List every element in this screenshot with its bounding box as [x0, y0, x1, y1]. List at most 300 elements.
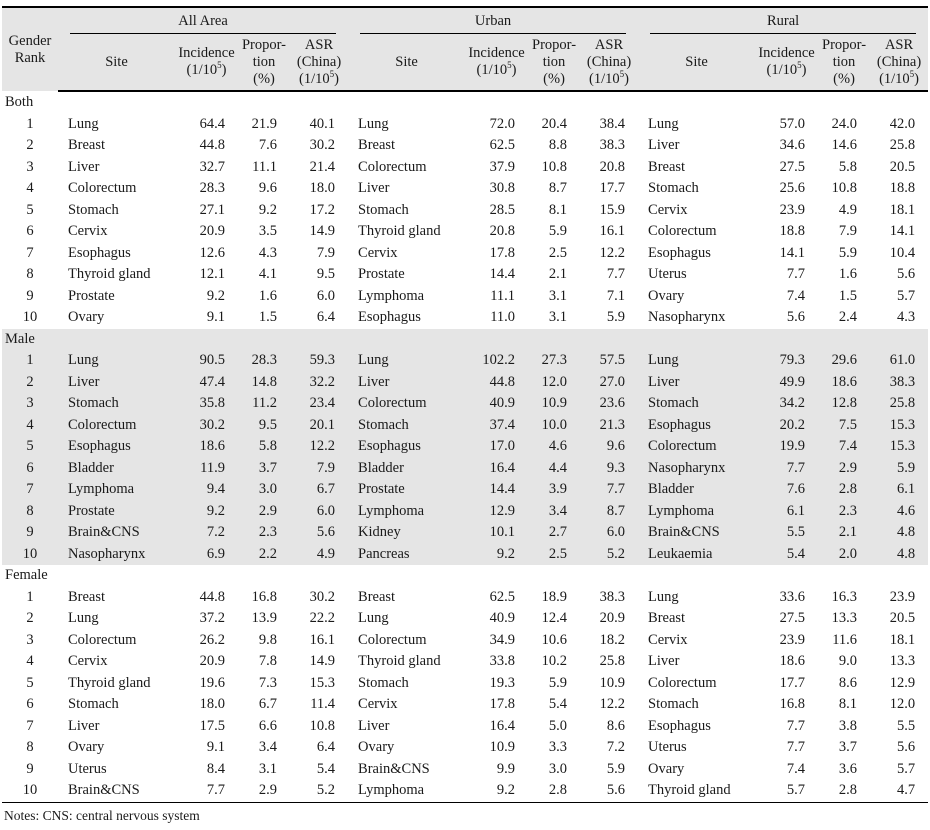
incidence-cell: 14.1 — [779, 244, 806, 261]
proportion-cell: 16.8 — [251, 588, 277, 605]
asr-cell: 5.4 — [316, 760, 336, 777]
proportion-cell: 2.7 — [528, 522, 580, 544]
asr-cell: 14.9 — [309, 653, 336, 670]
rank-cell: 10 — [22, 782, 38, 799]
proportion-cell: 5.4 — [548, 696, 568, 713]
asr-cell: 30.2 — [309, 137, 336, 154]
proportion-cell: 8.7 — [548, 180, 568, 197]
site-cell: Stomach — [648, 180, 699, 197]
asr-cell: 5.2 — [580, 544, 638, 566]
asr-cell: 15.3 — [870, 415, 928, 437]
asr-cell: 18.2 — [599, 631, 626, 648]
asr-cell: 5.9 — [606, 309, 626, 326]
group-label: All Area — [70, 13, 336, 34]
col-header-site: Site — [58, 34, 175, 91]
incidence-cell: 20.8 — [489, 223, 516, 240]
site-cell: Prostate — [68, 287, 115, 304]
proportion-cell: 4.6 — [528, 436, 580, 458]
asr-cell: 7.7 — [580, 479, 638, 501]
table-row — [2, 587, 928, 609]
table-header — [2, 7, 928, 91]
incidence-cell: 23.9 — [779, 631, 806, 648]
col-header-proportion: Propor- tion (%) — [528, 34, 580, 91]
site-cell: Stomach — [348, 415, 465, 437]
asr-cell: 6.0 — [316, 287, 336, 304]
incidence-cell: 11.1 — [490, 287, 516, 304]
incidence-cell: 11.0 — [490, 309, 516, 326]
table-row — [2, 243, 928, 265]
asr-cell: 27.0 — [580, 372, 638, 394]
site-cell: Ovary — [648, 760, 685, 777]
asr-cell: 5.9 — [606, 760, 626, 777]
site-cell: Colorectum — [348, 393, 465, 415]
asr-cell: 22.2 — [309, 610, 336, 627]
asr-cell: 5.7 — [896, 287, 916, 304]
incidence-cell: 5.5 — [755, 522, 818, 544]
proportion-cell: 27.3 — [528, 350, 580, 372]
site-cell: Lung — [348, 350, 465, 372]
asr-cell: 42.0 — [889, 115, 916, 132]
incidence-cell: 7.2 — [175, 522, 238, 544]
site-cell: Ovary — [358, 739, 395, 756]
site-cell: Uterus — [648, 739, 687, 756]
proportion-cell: 5.9 — [548, 674, 568, 691]
site-cell: Brain&CNS — [58, 522, 175, 544]
incidence-cell: 10.1 — [465, 522, 528, 544]
proportion-cell: 2.0 — [818, 544, 870, 566]
site-cell: Uterus — [648, 266, 687, 283]
incidence-cell: 102.2 — [465, 350, 528, 372]
incidence-cell: 26.2 — [199, 631, 225, 648]
proportion-cell: 8.6 — [838, 674, 858, 691]
proportion-cell: 3.4 — [258, 739, 277, 756]
asr-cell: 12.2 — [599, 244, 626, 261]
group-label: Rural — [650, 13, 916, 34]
site-cell: Lung — [58, 350, 175, 372]
incidence-cell: 9.1 — [206, 739, 225, 756]
incidence-cell: 9.2 — [206, 287, 225, 304]
incidence-cell: 18.6 — [779, 653, 806, 670]
incidence-cell: 7.6 — [755, 479, 818, 501]
proportion-cell: 8.1 — [838, 696, 858, 713]
asr-cell: 21.3 — [580, 415, 638, 437]
proportion-cell: 7.4 — [818, 436, 870, 458]
site-cell: Colorectum — [58, 415, 175, 437]
asr-cell: 15.9 — [599, 201, 626, 218]
proportion-cell: 12.4 — [541, 610, 568, 627]
site-cell: Cervix — [68, 653, 108, 670]
incidence-cell: 20.9 — [199, 223, 225, 240]
site-cell: Liver — [68, 158, 100, 175]
asr-cell: 25.8 — [870, 393, 928, 415]
rank-cell: 7 — [26, 717, 34, 734]
asr-cell: 4.3 — [896, 309, 916, 326]
incidence-cell: 17.0 — [465, 436, 528, 458]
asr-cell: 23.6 — [580, 393, 638, 415]
site-cell: Colorectum — [68, 180, 137, 197]
proportion-cell: 10.8 — [541, 158, 568, 175]
site-cell: Breast — [648, 610, 686, 627]
proportion-cell: 7.3 — [258, 674, 277, 691]
table-row — [2, 501, 928, 523]
site-cell: Liver — [58, 372, 175, 394]
proportion-cell: 1.6 — [838, 266, 858, 283]
asr-cell: 6.0 — [290, 501, 348, 523]
asr-cell: 40.1 — [309, 115, 336, 132]
incidence-cell: 7.7 — [786, 266, 806, 283]
site-cell: Stomach — [358, 674, 409, 691]
incidence-cell: 28.5 — [489, 201, 516, 218]
asr-cell: 18.1 — [889, 631, 916, 648]
incidence-cell: 5.6 — [786, 309, 806, 326]
site-cell: Esophagus — [358, 309, 421, 326]
incidence-cell: 7.7 — [786, 739, 806, 756]
rank-cell: 9 — [26, 287, 34, 304]
asr-cell: 57.5 — [580, 350, 638, 372]
table-row — [2, 264, 928, 286]
incidence-cell: 37.9 — [489, 158, 516, 175]
site-cell: Thyroid gland — [648, 782, 731, 799]
asr-cell: 10.8 — [309, 717, 336, 734]
incidence-cell: 9.2 — [496, 782, 516, 799]
site-cell: Colorectum — [358, 158, 427, 175]
gender-rank-header: Gender Rank — [2, 7, 58, 91]
proportion-cell: 14.6 — [831, 137, 858, 154]
incidence-cell: 7.7 — [755, 458, 818, 480]
site-cell: Cervix — [648, 631, 688, 648]
asr-cell: 14.9 — [309, 223, 336, 240]
table-row — [2, 716, 928, 738]
asr-cell: 38.3 — [599, 137, 626, 154]
proportion-cell: 1.6 — [258, 287, 277, 304]
incidence-cell: 5.7 — [786, 782, 806, 799]
proportion-cell: 9.0 — [838, 653, 858, 670]
table-row — [2, 608, 928, 630]
site-cell: Esophagus — [648, 717, 711, 734]
table-body — [2, 91, 928, 802]
site-cell: Stomach — [68, 696, 119, 713]
asr-cell: 6.4 — [316, 739, 336, 756]
site-cell: Nasopharynx — [638, 458, 755, 480]
table-row — [2, 522, 928, 544]
table-row — [2, 458, 928, 480]
incidence-cell: 19.6 — [199, 674, 225, 691]
col-header-site: Site — [348, 34, 465, 91]
site-cell: Liver — [648, 137, 680, 154]
incidence-cell: 47.4 — [175, 372, 238, 394]
table-row — [2, 630, 928, 652]
asr-cell: 16.1 — [599, 223, 626, 240]
asr-cell: 25.8 — [599, 653, 626, 670]
table-row — [2, 780, 928, 802]
proportion-cell: 11.6 — [832, 631, 858, 648]
proportion-cell: 18.6 — [818, 372, 870, 394]
proportion-cell: 2.5 — [548, 244, 568, 261]
proportion-cell: 21.9 — [251, 115, 277, 132]
asr-cell: 10.4 — [889, 244, 916, 261]
proportion-cell: 5.9 — [838, 244, 858, 261]
incidence-cell: 17.8 — [489, 696, 516, 713]
incidence-cell: 27.5 — [779, 610, 806, 627]
asr-cell: 14.1 — [889, 223, 916, 240]
asr-cell: 7.7 — [606, 266, 626, 283]
proportion-cell: 11.1 — [252, 158, 277, 175]
incidence-cell: 10.9 — [489, 739, 516, 756]
table-row — [2, 307, 928, 329]
proportion-cell: 24.0 — [831, 115, 858, 132]
group-header-urban — [348, 7, 638, 34]
proportion-cell: 9.6 — [258, 180, 277, 197]
col-header-asr: ASR (China) $(1/10^5)$ — [290, 34, 348, 91]
site-cell: Cervix — [68, 223, 108, 240]
rank-cell: 9 — [26, 760, 34, 777]
incidence-cell: 37.4 — [465, 415, 528, 437]
group-label: Urban — [360, 13, 626, 34]
site-cell: Bladder — [348, 458, 465, 480]
incidence-cell: 7.7 — [206, 782, 225, 799]
rank-cell: 5 — [26, 674, 34, 691]
asr-cell: 25.8 — [889, 137, 916, 154]
asr-cell: 32.2 — [290, 372, 348, 394]
site-cell: Colorectum — [358, 631, 427, 648]
incidence-cell: 28.3 — [199, 180, 225, 197]
col-header-incidence: Incidence $(1/10^5)$ — [755, 34, 818, 91]
incidence-cell: 16.8 — [779, 696, 806, 713]
site-cell: Esophagus — [68, 244, 131, 261]
asr-cell: 21.4 — [309, 158, 336, 175]
incidence-cell: 27.5 — [779, 158, 806, 175]
asr-cell: 13.3 — [889, 653, 916, 670]
site-cell: Lung — [648, 115, 679, 132]
site-cell: Stomach — [58, 393, 175, 415]
incidence-cell: 17.8 — [489, 244, 516, 261]
table-row — [2, 673, 928, 695]
proportion-cell: 2.8 — [838, 782, 858, 799]
asr-cell: 6.0 — [580, 522, 638, 544]
asr-cell: 20.1 — [290, 415, 348, 437]
asr-cell: 16.1 — [309, 631, 336, 648]
proportion-cell: 8.1 — [548, 201, 568, 218]
incidence-cell: 7.4 — [786, 287, 806, 304]
table-row — [2, 651, 928, 673]
col-header-site: Site — [638, 34, 755, 91]
incidence-cell: 18.8 — [779, 223, 806, 240]
asr-cell: 11.4 — [310, 696, 336, 713]
asr-cell: 12.2 — [599, 696, 626, 713]
proportion-cell: 7.5 — [818, 415, 870, 437]
table-row — [2, 157, 928, 179]
proportion-cell: 3.0 — [238, 479, 290, 501]
asr-cell: 8.6 — [606, 717, 626, 734]
rank-cell: 7 — [2, 479, 58, 501]
proportion-cell: 7.6 — [258, 137, 277, 154]
rank-cell: 10 — [2, 544, 58, 566]
site-cell: Breast — [68, 137, 106, 154]
asr-cell: 5.5 — [896, 717, 916, 734]
proportion-cell: 2.9 — [258, 782, 277, 799]
proportion-cell: 16.3 — [831, 588, 858, 605]
rank-cell: 10 — [22, 309, 38, 326]
proportion-cell: 29.6 — [818, 350, 870, 372]
incidence-cell: 30.2 — [175, 415, 238, 437]
asr-cell: 20.5 — [889, 158, 916, 175]
incidence-cell: 11.9 — [175, 458, 238, 480]
asr-cell: 5.6 — [896, 739, 916, 756]
table-row — [2, 221, 928, 243]
incidence-cell: 33.8 — [489, 653, 516, 670]
proportion-cell: 10.6 — [541, 631, 568, 648]
incidence-cell: 6.9 — [175, 544, 238, 566]
asr-cell: 38.3 — [870, 372, 928, 394]
incidence-cell: 79.3 — [755, 350, 818, 372]
incidence-cell: 49.9 — [755, 372, 818, 394]
incidence-cell: 34.9 — [489, 631, 516, 648]
asr-cell: 12.9 — [889, 674, 916, 691]
incidence-cell: 14.4 — [489, 266, 516, 283]
table-row — [2, 135, 928, 157]
proportion-cell: 28.3 — [238, 350, 290, 372]
proportion-cell: 9.2 — [258, 201, 277, 218]
table-row — [2, 178, 928, 200]
asr-cell: 6.7 — [290, 479, 348, 501]
site-cell: Lung — [638, 350, 755, 372]
incidence-cell: 33.6 — [779, 588, 806, 605]
site-cell: Lymphoma — [638, 501, 755, 523]
site-cell: Lung — [68, 610, 99, 627]
incidence-cell: 40.9 — [465, 393, 528, 415]
proportion-cell: 3.1 — [258, 760, 277, 777]
incidence-cell: 32.7 — [199, 158, 225, 175]
asr-cell: 7.9 — [316, 244, 336, 261]
proportion-cell: 2.2 — [238, 544, 290, 566]
site-cell: Cervix — [358, 696, 398, 713]
rank-cell: 8 — [26, 739, 34, 756]
rank-cell: 6 — [26, 696, 34, 713]
group-header-all-area — [58, 7, 348, 34]
col-header-incidence: Incidence $(1/10^5)$ — [175, 34, 238, 91]
proportion-cell: 3.8 — [838, 717, 858, 734]
col-header-incidence: Incidence $(1/10^5)$ — [465, 34, 528, 91]
rank-cell: 4 — [26, 653, 34, 670]
proportion-cell: 8.8 — [548, 137, 568, 154]
proportion-cell: 2.1 — [548, 266, 568, 283]
table-row — [2, 372, 928, 394]
incidence-cell: 44.8 — [199, 137, 225, 154]
asr-cell: 4.8 — [870, 522, 928, 544]
proportion-cell: 18.9 — [541, 588, 568, 605]
table-row — [2, 200, 928, 222]
asr-cell: 9.3 — [580, 458, 638, 480]
asr-cell: 5.7 — [896, 760, 916, 777]
incidence-cell: 37.2 — [199, 610, 225, 627]
proportion-cell: 10.2 — [541, 653, 568, 670]
incidence-cell: 8.4 — [206, 760, 225, 777]
site-cell: Colorectum — [638, 436, 755, 458]
incidence-cell: 9.9 — [496, 760, 516, 777]
asr-cell: 18.1 — [889, 201, 916, 218]
incidence-cell: 19.9 — [755, 436, 818, 458]
incidence-cell: 34.2 — [755, 393, 818, 415]
rank-cell: 3 — [26, 158, 34, 175]
site-cell: Stomach — [638, 393, 755, 415]
proportion-cell: 1.5 — [838, 287, 858, 304]
site-cell: Stomach — [68, 201, 119, 218]
proportion-cell: 12.0 — [528, 372, 580, 394]
proportion-cell: 3.7 — [238, 458, 290, 480]
asr-cell: 4.7 — [896, 782, 916, 799]
proportion-cell: 3.3 — [548, 739, 568, 756]
site-cell: Nasopharynx — [648, 309, 726, 326]
asr-cell: 6.4 — [316, 309, 336, 326]
asr-cell: 7.1 — [606, 287, 626, 304]
site-cell: Lung — [358, 610, 389, 627]
site-cell: Stomach — [648, 696, 699, 713]
asr-cell: 15.3 — [309, 674, 336, 691]
proportion-cell: 5.0 — [548, 717, 568, 734]
rank-cell: 4 — [2, 415, 58, 437]
incidence-cell: 30.8 — [489, 180, 516, 197]
incidence-cell: 12.6 — [199, 244, 225, 261]
incidence-cell: 12.1 — [199, 266, 225, 283]
proportion-cell: 3.5 — [258, 223, 277, 240]
incidence-cell: 62.5 — [489, 588, 516, 605]
incidence-cell: 16.4 — [489, 717, 516, 734]
site-cell: Liver — [648, 653, 680, 670]
rank-cell: 2 — [26, 610, 34, 627]
site-cell: Cervix — [358, 244, 398, 261]
asr-cell: 12.2 — [290, 436, 348, 458]
site-cell: Liver — [638, 372, 755, 394]
asr-cell: 10.9 — [599, 674, 626, 691]
col-header-asr: ASR (China) $(1/10^5)$ — [870, 34, 928, 91]
proportion-cell: 2.3 — [818, 501, 870, 523]
proportion-cell: 6.7 — [258, 696, 277, 713]
site-cell: Cervix — [648, 201, 688, 218]
incidence-cell: 16.4 — [465, 458, 528, 480]
site-cell: Thyroid gland — [358, 653, 441, 670]
proportion-cell: 3.7 — [838, 739, 858, 756]
table-row — [2, 415, 928, 437]
section-label: Male — [2, 329, 928, 351]
incidence-cell: 72.0 — [489, 115, 516, 132]
table-row — [2, 479, 928, 501]
site-cell: Colorectum — [648, 223, 717, 240]
site-cell: Pancreas — [348, 544, 465, 566]
site-cell: Esophagus — [638, 415, 755, 437]
rank-cell: 1 — [26, 115, 34, 132]
proportion-cell: 10.9 — [528, 393, 580, 415]
cancer-incidence-table — [2, 6, 928, 803]
incidence-cell: 44.8 — [199, 588, 225, 605]
asr-cell: 23.9 — [889, 588, 916, 605]
site-cell: Lung — [358, 115, 389, 132]
proportion-cell: 3.4 — [528, 501, 580, 523]
proportion-cell: 11.2 — [238, 393, 290, 415]
site-cell: Breast — [358, 588, 396, 605]
proportion-cell: 9.5 — [238, 415, 290, 437]
incidence-cell: 9.2 — [175, 501, 238, 523]
asr-cell: 5.6 — [606, 782, 626, 799]
proportion-cell: 7.8 — [258, 653, 277, 670]
proportion-cell: 3.6 — [838, 760, 858, 777]
site-cell: Ovary — [68, 739, 105, 756]
table-row — [2, 436, 928, 458]
asr-cell: 17.7 — [599, 180, 626, 197]
rank-cell: 5 — [26, 201, 34, 218]
site-cell: Brain&CNS — [358, 760, 430, 777]
site-cell: Breast — [358, 137, 396, 154]
rank-cell: 5 — [2, 436, 58, 458]
